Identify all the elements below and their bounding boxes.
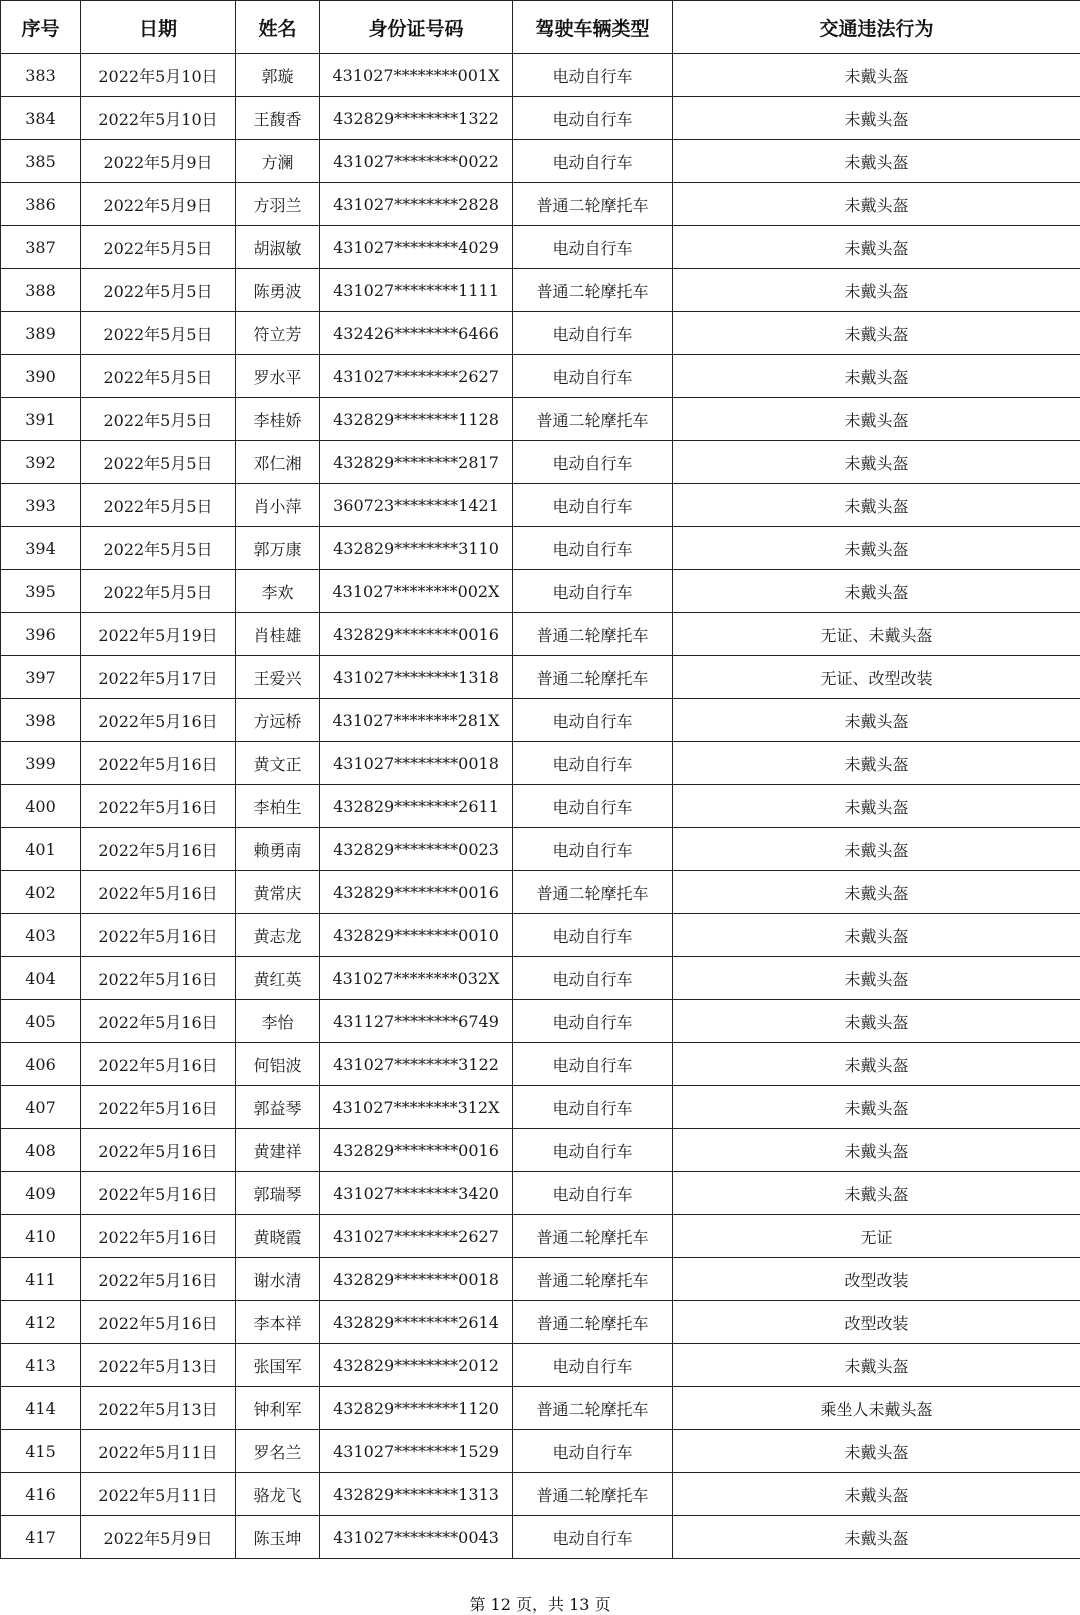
name-cell: 黄文正 xyxy=(236,742,320,785)
id-number-cell: 431027********4029 xyxy=(320,226,513,269)
table-row xyxy=(1,871,1080,914)
id-number-cell: 431027********2627 xyxy=(320,1215,513,1258)
date-cell: 2022年5月16日 xyxy=(81,871,236,914)
date-cell: 2022年5月16日 xyxy=(81,1215,236,1258)
name-cell: 方澜 xyxy=(236,140,320,183)
vehicle-type-cell: 电动自行车 xyxy=(513,140,673,183)
id-number-cell: 431027********0018 xyxy=(320,742,513,785)
serial-cell: 393 xyxy=(1,484,81,527)
serial-cell: 408 xyxy=(1,1129,81,1172)
serial-cell: 409 xyxy=(1,1172,81,1215)
table-row xyxy=(1,914,1080,957)
serial-cell: 401 xyxy=(1,828,81,871)
header-row xyxy=(1,1,1080,54)
date-cell: 2022年5月17日 xyxy=(81,656,236,699)
table-row xyxy=(1,1215,1080,1258)
vehicle-type-cell: 电动自行车 xyxy=(513,1344,673,1387)
serial-cell: 405 xyxy=(1,1000,81,1043)
name-cell: 肖小萍 xyxy=(236,484,320,527)
violation-cell: 未戴头盔 xyxy=(673,484,1080,527)
serial-cell: 390 xyxy=(1,355,81,398)
serial-cell: 391 xyxy=(1,398,81,441)
table-row xyxy=(1,484,1080,527)
id-number-cell: 432829********1313 xyxy=(320,1473,513,1516)
date-cell: 2022年5月16日 xyxy=(81,914,236,957)
name-cell: 罗水平 xyxy=(236,355,320,398)
violation-cell: 无证、未戴头盔 xyxy=(673,613,1080,656)
name-cell: 钟利军 xyxy=(236,1387,320,1430)
date-cell: 2022年5月10日 xyxy=(81,54,236,97)
serial-cell: 383 xyxy=(1,54,81,97)
id-number-cell: 431027********0022 xyxy=(320,140,513,183)
table-row xyxy=(1,570,1080,613)
violation-cell: 未戴头盔 xyxy=(673,183,1080,226)
table-row xyxy=(1,1258,1080,1301)
date-cell: 2022年5月5日 xyxy=(81,441,236,484)
violation-cell: 改型改装 xyxy=(673,1258,1080,1301)
id-number-cell: 432829********2012 xyxy=(320,1344,513,1387)
violation-cell: 未戴头盔 xyxy=(673,957,1080,1000)
serial-cell: 417 xyxy=(1,1516,81,1559)
name-cell: 李柏生 xyxy=(236,785,320,828)
date-cell: 2022年5月16日 xyxy=(81,742,236,785)
vehicle-type-cell: 电动自行车 xyxy=(513,484,673,527)
serial-cell: 406 xyxy=(1,1043,81,1086)
violation-cell: 未戴头盔 xyxy=(673,441,1080,484)
table-row xyxy=(1,1516,1080,1559)
table-row xyxy=(1,226,1080,269)
serial-cell: 397 xyxy=(1,656,81,699)
table-row xyxy=(1,312,1080,355)
vehicle-type-cell: 普通二轮摩托车 xyxy=(513,613,673,656)
name-cell: 王馥香 xyxy=(236,97,320,140)
vehicle-type-cell: 电动自行车 xyxy=(513,312,673,355)
id-number-cell: 431027********0043 xyxy=(320,1516,513,1559)
id-number-cell: 432829********2817 xyxy=(320,441,513,484)
name-cell: 郭益琴 xyxy=(236,1086,320,1129)
violation-cell: 未戴头盔 xyxy=(673,1516,1080,1559)
serial-cell: 395 xyxy=(1,570,81,613)
vehicle-type-cell: 普通二轮摩托车 xyxy=(513,1387,673,1430)
violation-cell: 改型改装 xyxy=(673,1301,1080,1344)
vehicle-type-cell: 电动自行车 xyxy=(513,742,673,785)
date-cell: 2022年5月5日 xyxy=(81,570,236,613)
name-cell: 王爱兴 xyxy=(236,656,320,699)
table-row xyxy=(1,398,1080,441)
id-number-cell: 431027********281X xyxy=(320,699,513,742)
name-cell: 李怡 xyxy=(236,1000,320,1043)
date-cell: 2022年5月5日 xyxy=(81,226,236,269)
serial-cell: 392 xyxy=(1,441,81,484)
violation-cell: 未戴头盔 xyxy=(673,914,1080,957)
id-number-cell: 432829********1128 xyxy=(320,398,513,441)
header-name: 姓名 xyxy=(236,1,320,54)
date-cell: 2022年5月5日 xyxy=(81,355,236,398)
table-row xyxy=(1,1086,1080,1129)
id-number-cell: 432426********6466 xyxy=(320,312,513,355)
date-cell: 2022年5月5日 xyxy=(81,398,236,441)
violation-cell: 未戴头盔 xyxy=(673,570,1080,613)
table-row xyxy=(1,1043,1080,1086)
table-row xyxy=(1,1387,1080,1430)
header-serial-number: 序号 xyxy=(1,1,81,54)
date-cell: 2022年5月16日 xyxy=(81,1172,236,1215)
date-cell: 2022年5月16日 xyxy=(81,785,236,828)
table-row xyxy=(1,97,1080,140)
header-id-number: 身份证号码 xyxy=(320,1,513,54)
violation-cell: 未戴头盔 xyxy=(673,226,1080,269)
name-cell: 邓仁湘 xyxy=(236,441,320,484)
vehicle-type-cell: 电动自行车 xyxy=(513,1430,673,1473)
id-number-cell: 432829********0010 xyxy=(320,914,513,957)
name-cell: 李本祥 xyxy=(236,1301,320,1344)
date-cell: 2022年5月16日 xyxy=(81,1086,236,1129)
date-cell: 2022年5月16日 xyxy=(81,1258,236,1301)
header-vehicle-type: 驾驶车辆类型 xyxy=(513,1,673,54)
serial-cell: 407 xyxy=(1,1086,81,1129)
serial-cell: 411 xyxy=(1,1258,81,1301)
name-cell: 李欢 xyxy=(236,570,320,613)
serial-cell: 386 xyxy=(1,183,81,226)
date-cell: 2022年5月10日 xyxy=(81,97,236,140)
name-cell: 方羽兰 xyxy=(236,183,320,226)
name-cell: 郭万康 xyxy=(236,527,320,570)
table-row xyxy=(1,54,1080,97)
header-violation: 交通违法行为 xyxy=(673,1,1080,54)
id-number-cell: 431027********002X xyxy=(320,570,513,613)
violation-cell: 未戴头盔 xyxy=(673,1043,1080,1086)
vehicle-type-cell: 电动自行车 xyxy=(513,1086,673,1129)
violation-cell: 未戴头盔 xyxy=(673,355,1080,398)
serial-cell: 413 xyxy=(1,1344,81,1387)
vehicle-type-cell: 普通二轮摩托车 xyxy=(513,269,673,312)
table-row xyxy=(1,1430,1080,1473)
date-cell: 2022年5月11日 xyxy=(81,1430,236,1473)
violation-cell: 未戴头盔 xyxy=(673,699,1080,742)
date-cell: 2022年5月9日 xyxy=(81,1516,236,1559)
date-cell: 2022年5月16日 xyxy=(81,1043,236,1086)
serial-cell: 402 xyxy=(1,871,81,914)
vehicle-type-cell: 电动自行车 xyxy=(513,914,673,957)
table-row xyxy=(1,140,1080,183)
id-number-cell: 431027********001X xyxy=(320,54,513,97)
id-number-cell: 432829********3110 xyxy=(320,527,513,570)
header-date: 日期 xyxy=(81,1,236,54)
serial-cell: 400 xyxy=(1,785,81,828)
serial-cell: 403 xyxy=(1,914,81,957)
id-number-cell: 431027********1318 xyxy=(320,656,513,699)
violation-cell: 未戴头盔 xyxy=(673,1473,1080,1516)
serial-cell: 404 xyxy=(1,957,81,1000)
violation-cell: 未戴头盔 xyxy=(673,398,1080,441)
serial-cell: 384 xyxy=(1,97,81,140)
table-header xyxy=(1,1,1080,54)
vehicle-type-cell: 电动自行车 xyxy=(513,957,673,1000)
name-cell: 黄建祥 xyxy=(236,1129,320,1172)
name-cell: 胡淑敏 xyxy=(236,226,320,269)
id-number-cell: 432829********0018 xyxy=(320,1258,513,1301)
serial-cell: 396 xyxy=(1,613,81,656)
vehicle-type-cell: 普通二轮摩托车 xyxy=(513,871,673,914)
violation-cell: 未戴头盔 xyxy=(673,140,1080,183)
vehicle-type-cell: 电动自行车 xyxy=(513,785,673,828)
id-number-cell: 431027********2627 xyxy=(320,355,513,398)
violation-cell: 未戴头盔 xyxy=(673,1344,1080,1387)
serial-cell: 399 xyxy=(1,742,81,785)
table-row xyxy=(1,355,1080,398)
serial-cell: 398 xyxy=(1,699,81,742)
table-row xyxy=(1,785,1080,828)
serial-cell: 410 xyxy=(1,1215,81,1258)
table-row xyxy=(1,613,1080,656)
id-number-cell: 432829********2611 xyxy=(320,785,513,828)
id-number-cell: 431027********3420 xyxy=(320,1172,513,1215)
table-row xyxy=(1,183,1080,226)
id-number-cell: 432829********1322 xyxy=(320,97,513,140)
table-row xyxy=(1,1129,1080,1172)
violation-cell: 未戴头盔 xyxy=(673,527,1080,570)
table-row xyxy=(1,441,1080,484)
vehicle-type-cell: 电动自行车 xyxy=(513,527,673,570)
table-row xyxy=(1,1473,1080,1516)
table-body xyxy=(1,54,1080,1559)
violation-cell: 乘坐人未戴头盔 xyxy=(673,1387,1080,1430)
violation-cell: 无证 xyxy=(673,1215,1080,1258)
table-row xyxy=(1,269,1080,312)
date-cell: 2022年5月16日 xyxy=(81,828,236,871)
id-number-cell: 431027********1111 xyxy=(320,269,513,312)
vehicle-type-cell: 电动自行车 xyxy=(513,1043,673,1086)
violation-cell: 未戴头盔 xyxy=(673,54,1080,97)
vehicle-type-cell: 普通二轮摩托车 xyxy=(513,656,673,699)
violation-cell: 未戴头盔 xyxy=(673,828,1080,871)
violation-cell: 未戴头盔 xyxy=(673,785,1080,828)
page-footer: 第 12 页，共 13 页 xyxy=(469,1595,611,1614)
date-cell: 2022年5月13日 xyxy=(81,1344,236,1387)
vehicle-type-cell: 普通二轮摩托车 xyxy=(513,183,673,226)
vehicle-type-cell: 普通二轮摩托车 xyxy=(513,1215,673,1258)
table-row xyxy=(1,742,1080,785)
violation-cell: 未戴头盔 xyxy=(673,97,1080,140)
name-cell: 张国军 xyxy=(236,1344,320,1387)
name-cell: 陈勇波 xyxy=(236,269,320,312)
name-cell: 黄红英 xyxy=(236,957,320,1000)
name-cell: 骆龙飞 xyxy=(236,1473,320,1516)
table-row xyxy=(1,828,1080,871)
name-cell: 符立芳 xyxy=(236,312,320,355)
violation-cell: 未戴头盔 xyxy=(673,1172,1080,1215)
date-cell: 2022年5月13日 xyxy=(81,1387,236,1430)
table-row xyxy=(1,1000,1080,1043)
name-cell: 罗名兰 xyxy=(236,1430,320,1473)
table-row xyxy=(1,527,1080,570)
id-number-cell: 432829********0016 xyxy=(320,871,513,914)
id-number-cell: 432829********2614 xyxy=(320,1301,513,1344)
name-cell: 郭瑞琴 xyxy=(236,1172,320,1215)
violation-cell: 未戴头盔 xyxy=(673,1129,1080,1172)
serial-cell: 416 xyxy=(1,1473,81,1516)
name-cell: 郭璇 xyxy=(236,54,320,97)
table-row xyxy=(1,1301,1080,1344)
name-cell: 肖桂雄 xyxy=(236,613,320,656)
violation-cell: 未戴头盔 xyxy=(673,742,1080,785)
date-cell: 2022年5月16日 xyxy=(81,957,236,1000)
vehicle-type-cell: 电动自行车 xyxy=(513,1129,673,1172)
table-row xyxy=(1,1172,1080,1215)
id-number-cell: 431027********1529 xyxy=(320,1430,513,1473)
date-cell: 2022年5月5日 xyxy=(81,484,236,527)
name-cell: 谢水清 xyxy=(236,1258,320,1301)
id-number-cell: 431027********2828 xyxy=(320,183,513,226)
serial-cell: 388 xyxy=(1,269,81,312)
date-cell: 2022年5月16日 xyxy=(81,1301,236,1344)
vehicle-type-cell: 电动自行车 xyxy=(513,355,673,398)
vehicle-type-cell: 电动自行车 xyxy=(513,226,673,269)
serial-cell: 414 xyxy=(1,1387,81,1430)
violation-cell: 无证、改型改装 xyxy=(673,656,1080,699)
date-cell: 2022年5月5日 xyxy=(81,527,236,570)
vehicle-type-cell: 电动自行车 xyxy=(513,1516,673,1559)
date-cell: 2022年5月16日 xyxy=(81,699,236,742)
name-cell: 黄晓霞 xyxy=(236,1215,320,1258)
violation-cell: 未戴头盔 xyxy=(673,1430,1080,1473)
serial-cell: 389 xyxy=(1,312,81,355)
vehicle-type-cell: 电动自行车 xyxy=(513,570,673,613)
vehicle-type-cell: 普通二轮摩托车 xyxy=(513,398,673,441)
name-cell: 方远桥 xyxy=(236,699,320,742)
id-number-cell: 431127********6749 xyxy=(320,1000,513,1043)
vehicle-type-cell: 普通二轮摩托车 xyxy=(513,1301,673,1344)
serial-cell: 387 xyxy=(1,226,81,269)
date-cell: 2022年5月5日 xyxy=(81,269,236,312)
name-cell: 李桂娇 xyxy=(236,398,320,441)
date-cell: 2022年5月9日 xyxy=(81,140,236,183)
id-number-cell: 431027********032X xyxy=(320,957,513,1000)
vehicle-type-cell: 电动自行车 xyxy=(513,441,673,484)
name-cell: 黄常庆 xyxy=(236,871,320,914)
vehicle-type-cell: 电动自行车 xyxy=(513,1000,673,1043)
violation-cell: 未戴头盔 xyxy=(673,871,1080,914)
vehicle-type-cell: 电动自行车 xyxy=(513,97,673,140)
vehicle-type-cell: 电动自行车 xyxy=(513,1172,673,1215)
violation-cell: 未戴头盔 xyxy=(673,1000,1080,1043)
date-cell: 2022年5月9日 xyxy=(81,183,236,226)
serial-cell: 394 xyxy=(1,527,81,570)
id-number-cell: 360723********1421 xyxy=(320,484,513,527)
vehicle-type-cell: 电动自行车 xyxy=(513,699,673,742)
vehicle-type-cell: 普通二轮摩托车 xyxy=(513,1258,673,1301)
date-cell: 2022年5月5日 xyxy=(81,312,236,355)
violation-cell: 未戴头盔 xyxy=(673,269,1080,312)
id-number-cell: 431027********312X xyxy=(320,1086,513,1129)
table-row xyxy=(1,699,1080,742)
vehicle-type-cell: 电动自行车 xyxy=(513,54,673,97)
serial-cell: 412 xyxy=(1,1301,81,1344)
date-cell: 2022年5月16日 xyxy=(81,1000,236,1043)
serial-cell: 385 xyxy=(1,140,81,183)
name-cell: 黄志龙 xyxy=(236,914,320,957)
id-number-cell: 432829********0016 xyxy=(320,613,513,656)
id-number-cell: 432829********1120 xyxy=(320,1387,513,1430)
name-cell: 赖勇南 xyxy=(236,828,320,871)
violation-cell: 未戴头盔 xyxy=(673,312,1080,355)
date-cell: 2022年5月16日 xyxy=(81,1129,236,1172)
id-number-cell: 432829********0023 xyxy=(320,828,513,871)
name-cell: 陈玉坤 xyxy=(236,1516,320,1559)
violation-cell: 未戴头盔 xyxy=(673,1086,1080,1129)
table-row xyxy=(1,1344,1080,1387)
table-row xyxy=(1,656,1080,699)
date-cell: 2022年5月19日 xyxy=(81,613,236,656)
vehicle-type-cell: 电动自行车 xyxy=(513,828,673,871)
name-cell: 何铝波 xyxy=(236,1043,320,1086)
table-row xyxy=(1,957,1080,1000)
id-number-cell: 432829********0016 xyxy=(320,1129,513,1172)
date-cell: 2022年5月11日 xyxy=(81,1473,236,1516)
serial-cell: 415 xyxy=(1,1430,81,1473)
vehicle-type-cell: 普通二轮摩托车 xyxy=(513,1473,673,1516)
id-number-cell: 431027********3122 xyxy=(320,1043,513,1086)
